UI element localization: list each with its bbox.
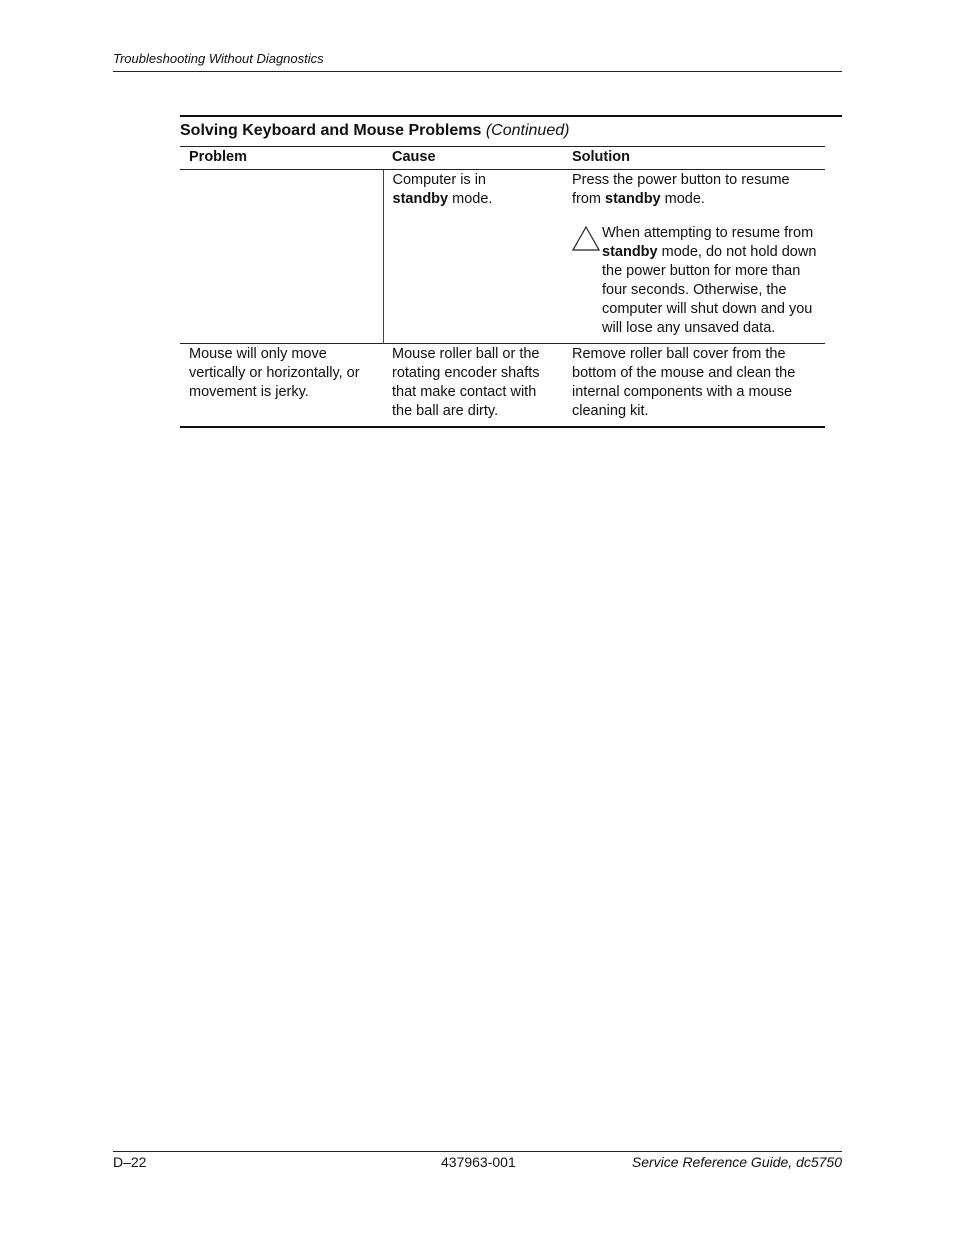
cause-cell: Mouse roller ball or the rotating encoder shafts that make contact with the ball are dirty.: [383, 344, 563, 428]
caution-text-end: mode, do not hold down the power button for more than four seconds. Otherwise, the computer will shut down and you will lose any unsaved data.: [602, 244, 817, 336]
solution-keyword: standby: [605, 191, 661, 207]
caution-text: [602, 224, 817, 338]
running-head: Troubleshooting Without Diagnostics: [113, 51, 324, 66]
problems-table: [180, 146, 825, 428]
problems-table-container: [180, 115, 842, 428]
cause-text-end: mode.: [448, 191, 493, 207]
column-header-cause: Cause: [383, 147, 563, 170]
table-title: Solving Keyboard and Mouse Problems: [180, 122, 482, 139]
solution-text-end: mode.: [660, 191, 705, 207]
cause-cell: [383, 170, 563, 344]
footer-rule: [113, 1151, 842, 1152]
cause-keyword: standby: [392, 191, 449, 207]
table-row: [180, 344, 825, 428]
cause-text: Computer is in: [392, 172, 486, 188]
caution-keyword: standby: [602, 244, 658, 260]
table-title-suffix: (Continued): [485, 122, 570, 139]
solution-text: [572, 171, 817, 209]
problem-cell: Mouse will only move vertically or horizontally, or movement is jerky.: [180, 344, 383, 428]
page-number: D–22: [113, 1154, 147, 1170]
solution-cell: Remove roller ball cover from the bottom of the mouse and clean the internal components with a mouse cleaning kit.: [563, 344, 825, 428]
table-header-row: [180, 147, 825, 170]
guide-title: Service Reference Guide, dc5750: [631, 1154, 842, 1170]
solution-text-start: Press the power button to resume from: [572, 172, 790, 207]
caution-text-start: When attempting to resume from: [602, 225, 814, 241]
table-caption: [180, 117, 842, 146]
solution-cell: [563, 170, 825, 344]
table-row: [180, 170, 825, 344]
column-header-solution: Solution: [563, 147, 825, 170]
part-number: 437963-001: [441, 1154, 516, 1170]
caution-note: [572, 224, 817, 338]
header-rule: [113, 71, 842, 72]
caution-triangle-icon: [572, 224, 602, 338]
problem-cell: [180, 170, 383, 344]
column-header-problem: Problem: [180, 147, 383, 170]
